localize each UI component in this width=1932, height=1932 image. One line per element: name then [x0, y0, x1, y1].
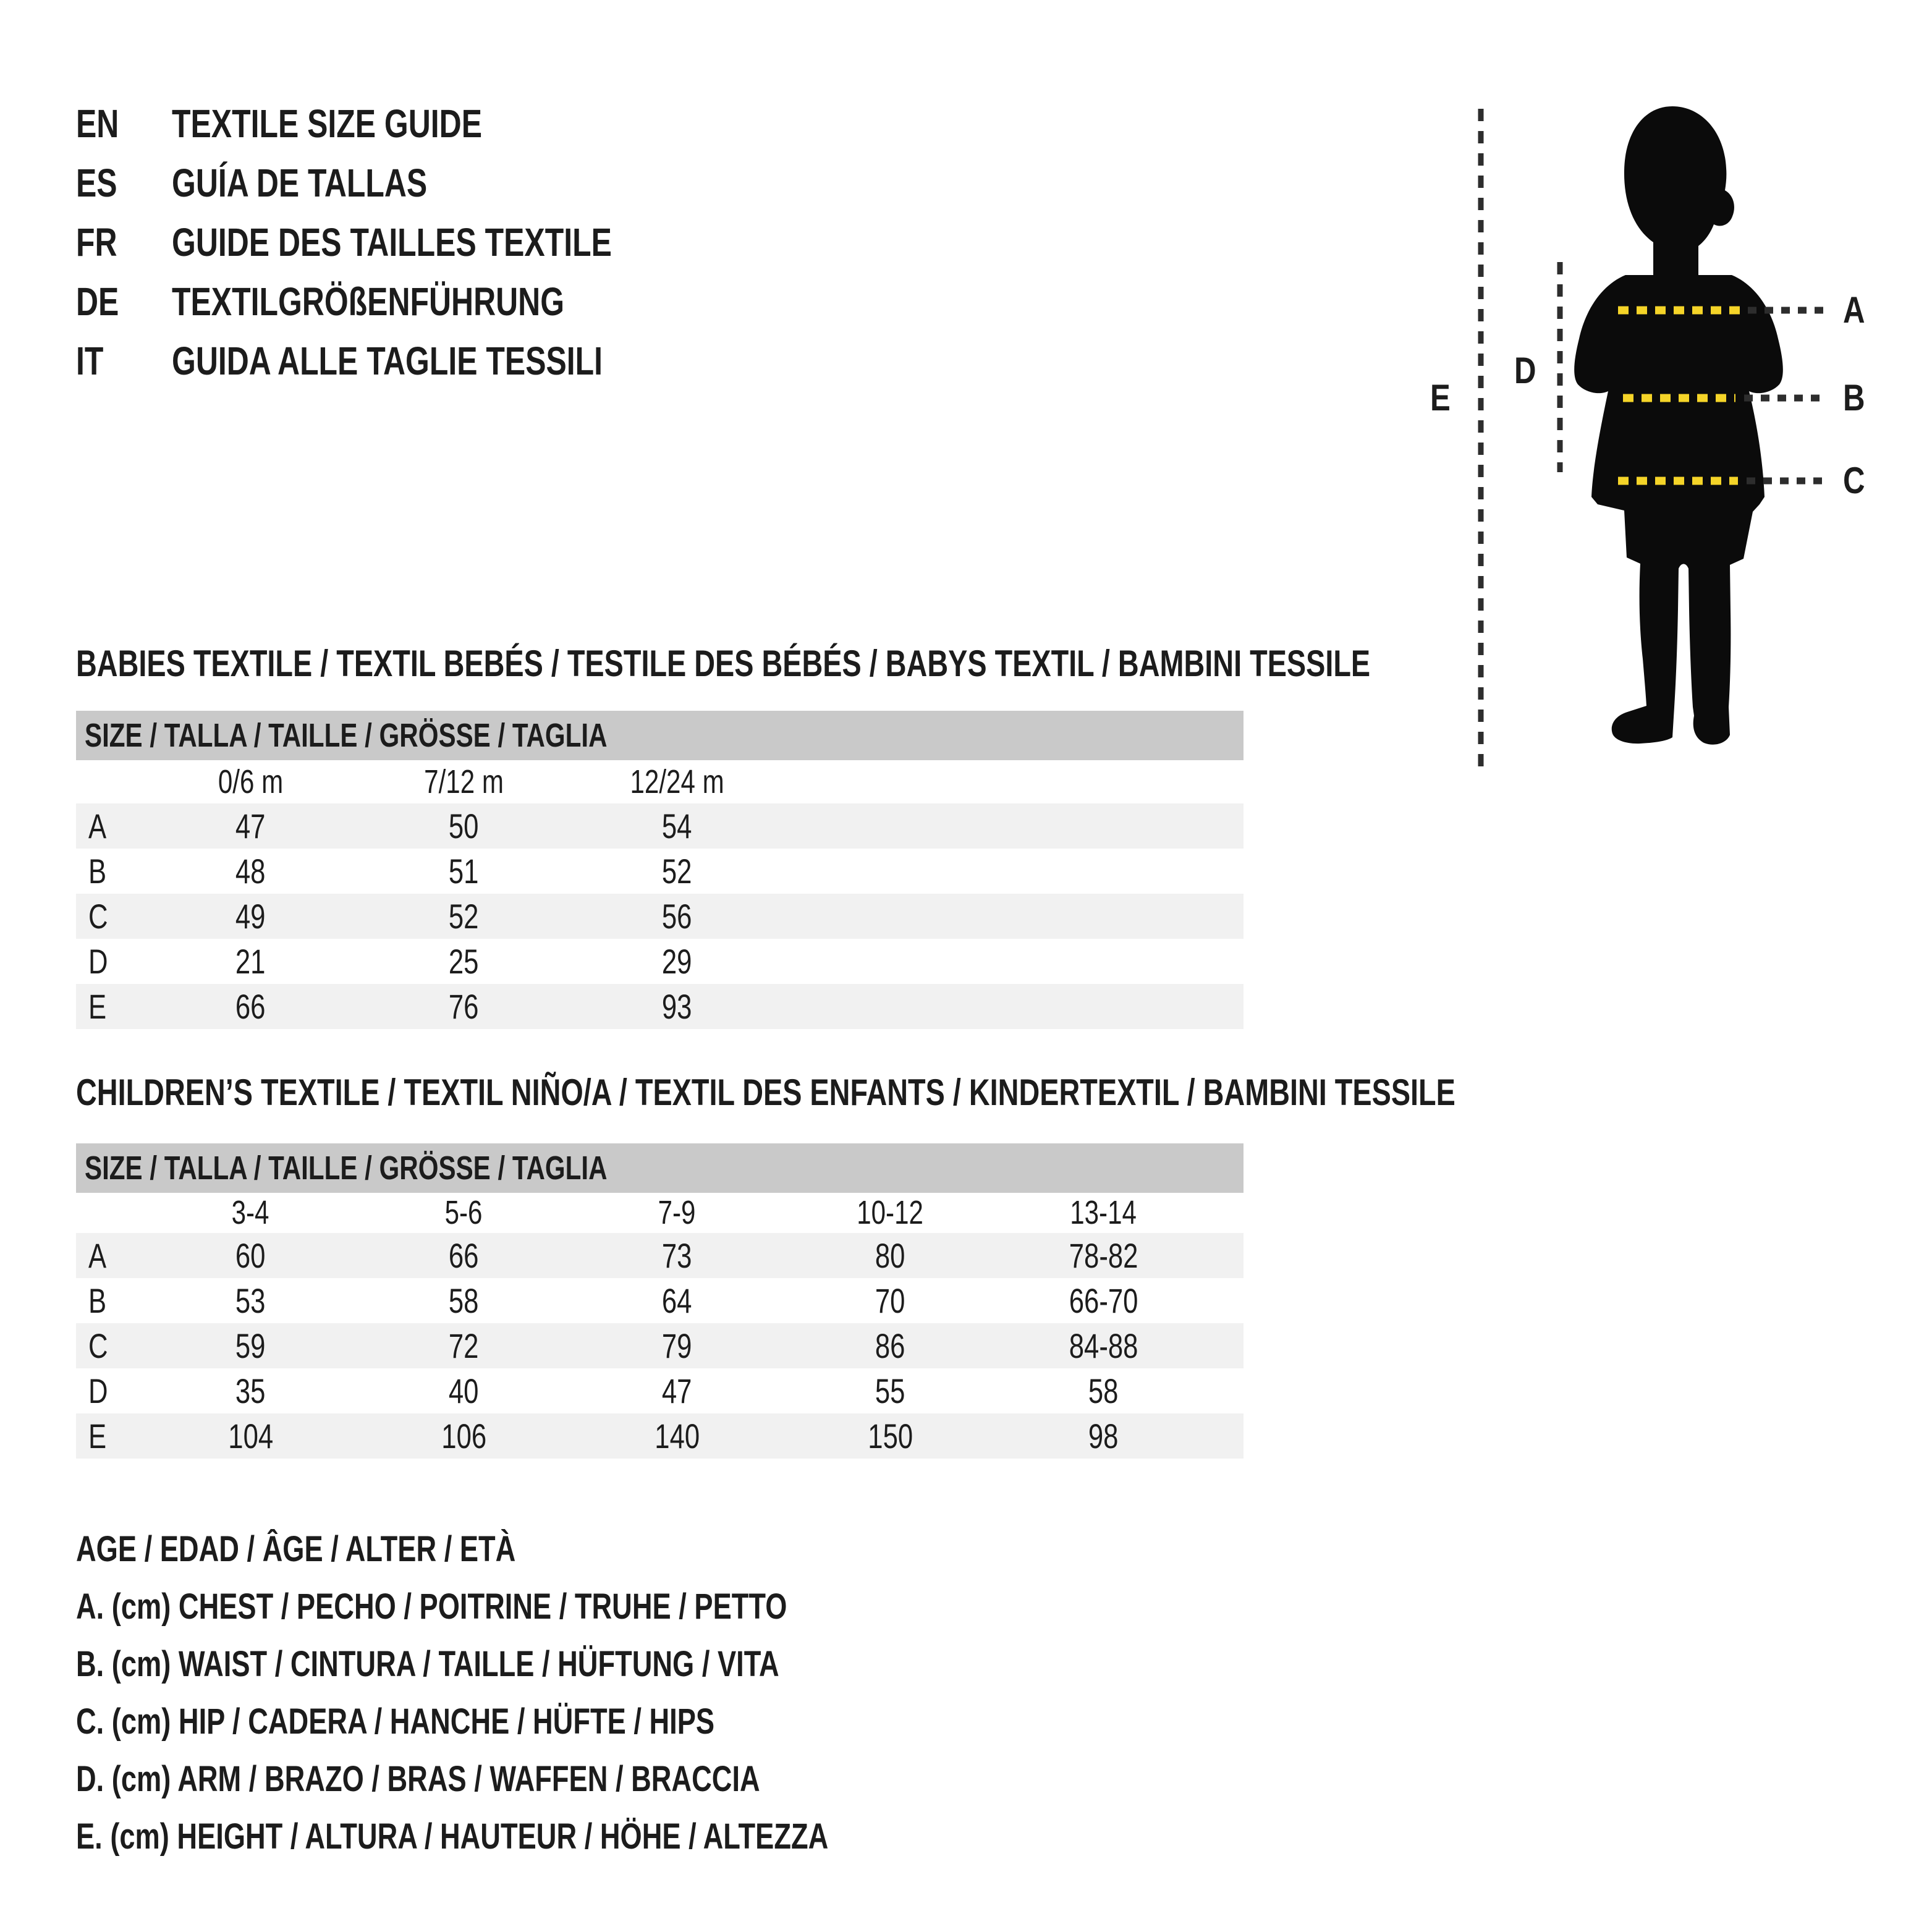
child-silhouette-graphic	[1421, 62, 1932, 803]
language-row-de	[76, 272, 736, 331]
column-header-empty	[76, 1193, 144, 1233]
column-header: 3-4	[232, 1194, 269, 1231]
table-cell: 73	[662, 1236, 692, 1275]
table-cell: 140	[655, 1417, 700, 1455]
row-label: B	[88, 1281, 107, 1320]
table-row	[76, 894, 1244, 939]
legend-line-arm: D. (cm) ARM / BRAZO / BRAS / WAFFEN / BRACCIA	[76, 1759, 760, 1799]
language-row-es	[76, 153, 736, 213]
table-cell: 104	[228, 1417, 273, 1455]
row-label: E	[88, 987, 107, 1026]
table-cell: 29	[662, 942, 692, 981]
table-cell: 54	[662, 807, 692, 845]
row-label: A	[88, 807, 107, 845]
row-label: C	[88, 897, 108, 936]
table-cell: 59	[235, 1326, 266, 1365]
table-cell-filler	[1210, 1323, 1244, 1368]
figure-label-A: A	[1843, 289, 1865, 331]
table-cell: 53	[235, 1281, 266, 1320]
table-cell: 79	[662, 1326, 692, 1365]
language-title: GUIDA ALLE TAGLIE TESSILI	[172, 339, 603, 383]
table-cell: 76	[449, 987, 479, 1026]
table-row	[76, 803, 1244, 849]
table-cell: 52	[449, 897, 479, 936]
row-label: A	[88, 1236, 107, 1275]
column-header: 10-12	[857, 1194, 924, 1231]
table-cell-filler	[1210, 1413, 1244, 1459]
column-header: 5-6	[445, 1194, 483, 1231]
table-cell: 70	[875, 1281, 905, 1320]
row-label: C	[88, 1326, 108, 1365]
children-section-title: CHILDREN’S TEXTILE / TEXTIL NIÑO/A / TEXTIL DES ENFANTS / KINDERTEXTIL / BAMBINI TESSILE	[76, 1072, 1455, 1113]
table-cell: 56	[662, 897, 692, 936]
figure-label-E: E	[1430, 377, 1451, 418]
table-cell-filler	[784, 849, 1244, 894]
table-cell: 58	[449, 1281, 479, 1320]
silhouette-head	[1624, 106, 1734, 275]
table-cell: 64	[662, 1281, 692, 1320]
legend-line-age: AGE / EDAD / ÂGE / ALTER / ETÀ	[76, 1529, 516, 1569]
table-cell: 58	[1088, 1371, 1119, 1410]
figure-label-C: C	[1843, 460, 1865, 501]
table-row	[76, 1368, 1244, 1413]
table-row	[76, 984, 1244, 1029]
table-cell: 80	[875, 1236, 905, 1275]
language-code: FR	[76, 220, 117, 265]
language-title: TEXTILE SIZE GUIDE	[172, 101, 483, 146]
table-cell: 72	[449, 1326, 479, 1365]
language-title: GUÍA DE TALLAS	[172, 161, 428, 205]
table-cell-filler	[784, 984, 1244, 1029]
column-header-filler	[784, 760, 1244, 803]
babies-column-headers	[76, 760, 1244, 803]
table-row	[76, 1278, 1244, 1323]
table-cell-filler	[1210, 1368, 1244, 1413]
children-column-headers	[76, 1193, 1244, 1233]
table-cell: 66	[449, 1236, 479, 1275]
table-cell: 106	[441, 1417, 486, 1455]
table-cell-filler	[784, 894, 1244, 939]
row-label: D	[88, 1371, 108, 1410]
table-cell: 86	[875, 1326, 905, 1365]
table-cell: 150	[868, 1417, 913, 1455]
legend-line-hip: C. (cm) HIP / CADERA / HANCHE / HÜFTE / HIPS	[76, 1701, 715, 1742]
legend-line-chest: A. (cm) CHEST / PECHO / POITRINE / TRUHE / PETTO	[76, 1587, 787, 1627]
table-cell: 47	[235, 807, 266, 845]
column-header: 7-9	[658, 1194, 696, 1231]
language-row-it	[76, 331, 736, 391]
table-cell: 50	[449, 807, 479, 845]
column-header: 0/6 m	[218, 763, 284, 800]
table-row	[76, 939, 1244, 984]
column-header-empty	[76, 760, 144, 803]
language-code: ES	[76, 161, 117, 205]
figure-label-D: D	[1514, 350, 1536, 391]
table-cell: 25	[449, 942, 479, 981]
legend-line-height: E. (cm) HEIGHT / ALTURA / HAUTEUR / HÖHE / ALTEZZA	[76, 1816, 829, 1857]
table-cell: 66-70	[1069, 1281, 1138, 1320]
table-cell-filler	[784, 803, 1244, 849]
language-row-en	[76, 94, 736, 153]
table-cell: 35	[235, 1371, 266, 1410]
table-cell-filler	[1210, 1278, 1244, 1323]
table-cell: 78-82	[1069, 1236, 1138, 1275]
language-code: EN	[76, 101, 119, 146]
table-cell: 47	[662, 1371, 692, 1410]
table-row	[76, 1323, 1244, 1368]
children-size-header-bar: SIZE / TALLA / TAILLE / GRÖSSE / TAGLIA	[76, 1143, 1244, 1193]
row-label: B	[88, 852, 107, 891]
legend-line-waist: B. (cm) WAIST / CINTURA / TAILLE / HÜFTUNG / VITA	[76, 1644, 779, 1684]
babies-section-title: BABIES TEXTILE / TEXTIL BEBÉS / TESTILE DES BÉBÉS / BABYS TEXTIL / BAMBINI TESSILE	[76, 643, 1371, 684]
table-cell: 55	[875, 1371, 905, 1410]
language-title-list	[76, 94, 736, 391]
table-cell: 51	[449, 852, 479, 891]
table-cell: 52	[662, 852, 692, 891]
language-row-fr	[76, 213, 736, 272]
row-label: D	[88, 942, 108, 981]
language-title: GUIDE DES TAILLES TEXTILE	[172, 220, 612, 265]
table-cell: 40	[449, 1371, 479, 1410]
table-cell: 48	[235, 852, 266, 891]
column-header-filler	[1210, 1193, 1244, 1233]
table-cell: 84-88	[1069, 1326, 1138, 1365]
table-cell-filler	[1210, 1233, 1244, 1278]
table-cell: 21	[235, 942, 266, 981]
child-silhouette-figure	[1421, 62, 1932, 803]
row-label: E	[88, 1417, 107, 1455]
table-cell: 98	[1088, 1417, 1119, 1455]
language-code: DE	[76, 279, 119, 324]
language-code: IT	[76, 339, 104, 383]
table-cell: 49	[235, 897, 266, 936]
language-title: TEXTILGRÖßENFÜHRUNG	[172, 279, 565, 324]
table-row	[76, 1413, 1244, 1459]
babies-table-rows	[76, 803, 1244, 1029]
measurement-legend	[76, 1520, 1041, 1865]
table-row	[76, 849, 1244, 894]
babies-size-header-bar: SIZE / TALLA / TAILLE / GRÖSSE / TAGLIA	[76, 711, 1244, 760]
figure-label-B: B	[1843, 377, 1865, 418]
table-cell-filler	[784, 939, 1244, 984]
children-table-rows	[76, 1233, 1244, 1459]
table-cell: 93	[662, 987, 692, 1026]
column-header: 13-14	[1070, 1194, 1137, 1231]
table-cell: 60	[235, 1236, 266, 1275]
column-header: 7/12 m	[424, 763, 504, 800]
table-row	[76, 1233, 1244, 1278]
column-header: 12/24 m	[630, 763, 724, 800]
table-cell: 66	[235, 987, 266, 1026]
